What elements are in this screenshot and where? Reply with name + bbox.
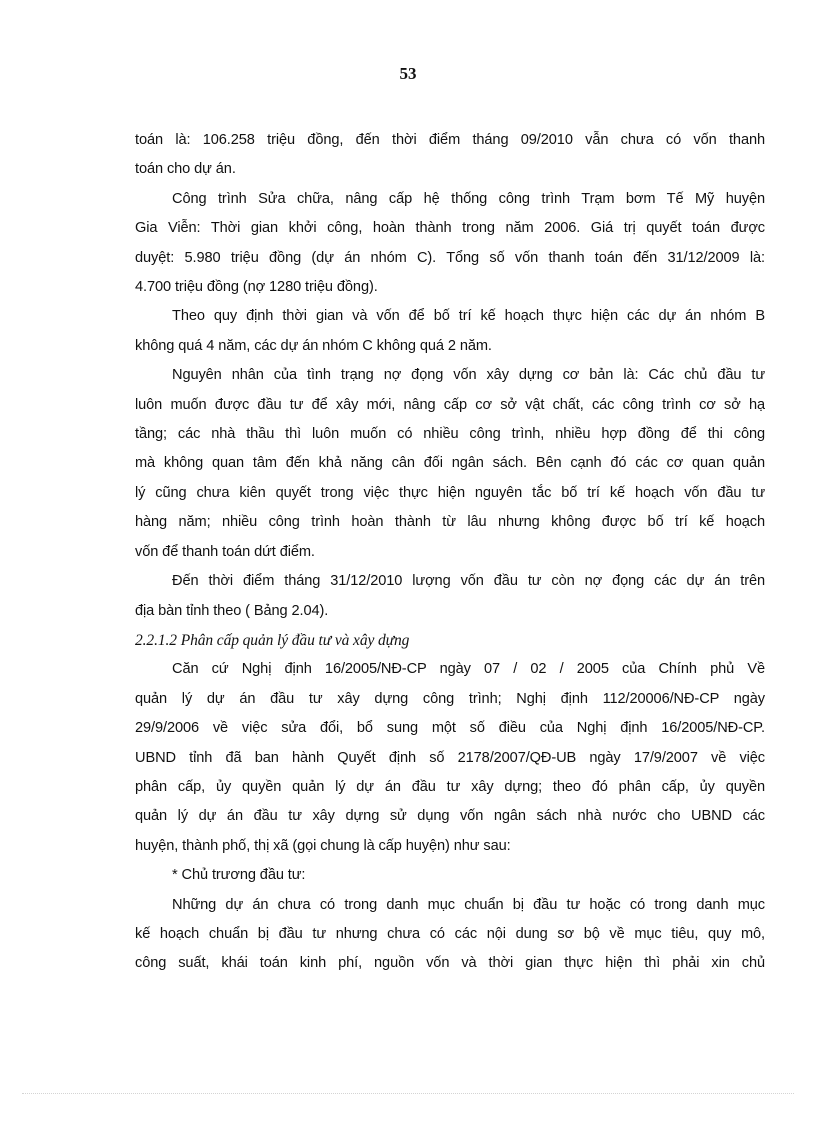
text-line: quản lý dự án đầu tư xây dựng công trình; Nghị định 112/20006/NĐ-CP ngày — [135, 690, 765, 707]
text-line: Theo quy định thời gian và vốn để bố trí kế hoạch thực hiện các dự án nhóm B — [172, 308, 765, 325]
text-line: quản lý dự án đầu tư xây dựng sử dụng vốn ngân sách nhà nước cho UBND các — [135, 808, 765, 825]
document-body — [135, 126, 765, 979]
text-line: * Chủ trương đầu tư: — [172, 867, 306, 884]
text-line: 29/9/2006 về việc sửa đổi, bổ sung một số điều của Nghị định 16/2005/NĐ-CP. — [135, 720, 765, 737]
text-line: địa bàn tỉnh theo ( Bảng 2.04). — [135, 602, 329, 619]
text-line: Những dự án chưa có trong danh mục chuẩn bị đầu tư hoặc có trong danh mục — [172, 896, 765, 913]
text-line: UBND tỉnh đã ban hành Quyết định số 2178/2007/QĐ-UB ngày 17/9/2007 về việc — [135, 749, 765, 766]
text-line: kế hoạch chuẩn bị đầu tư nhưng chưa có các nội dung sơ bộ về mục tiêu, quy mô, — [135, 925, 765, 942]
text-line: Đến thời điểm tháng 31/12/2010 lượng vốn đầu tư còn nợ đọng các dự án trên — [172, 573, 765, 590]
text-line: phân cấp, ủy quyền quản lý dự án đầu tư xây dựng; theo đó phân cấp, ủy quyền — [135, 778, 765, 795]
text-line: không quá 4 năm, các dự án nhóm C không quá 2 năm. — [135, 337, 492, 354]
text-line: mà không quan tâm đến khả năng cân đối ngân sách. Bên cạnh đó các cơ quan quản — [135, 455, 765, 472]
text-line: toán cho dự án. — [135, 161, 236, 178]
text-line: 4.700 triệu đồng (nợ 1280 triệu đồng). — [135, 279, 378, 296]
text-line: Căn cứ Nghị định 16/2005/NĐ-CP ngày 07 / 02 / 2005 của Chính phủ Về — [172, 661, 765, 678]
section-heading: 2.2.1.2 Phân cấp quản lý đầu tư và xây dựng — [135, 631, 410, 649]
text-line: hàng năm; nhiều công trình hoàn thành từ lâu nhưng không được bố trí kế hoạch — [135, 514, 765, 531]
text-line: Gia Viễn: Thời gian khởi công, hoàn thành trong năm 2006. Giá trị quyết toán được — [135, 220, 765, 237]
text-line: toán là: 106.258 triệu đồng, đến thời điểm tháng 09/2010 vẫn chưa có vốn thanh — [135, 132, 765, 148]
page-bottom-rule — [22, 1093, 794, 1094]
text-line: Nguyên nhân của tình trạng nợ đọng vốn xây dựng cơ bản là: Các chủ đầu tư — [172, 367, 765, 384]
text-line: duyệt: 5.980 triệu đồng (dự án nhóm C). Tổng số vốn thanh toán đến 31/12/2009 là: — [135, 249, 765, 266]
page-number: 53 — [399, 64, 417, 83]
text-line: Công trình Sửa chữa, nâng cấp hệ thống công trình Trạm bơm Tế Mỹ huyện — [172, 190, 765, 207]
text-line: luôn muốn được đầu tư để xây mới, nâng cấp cơ sở vật chất, các công trình cơ sở hạ — [135, 396, 765, 413]
text-line: công suất, khái toán kinh phí, nguồn vốn và thời gian thực hiện thì phải xin chủ — [135, 955, 765, 972]
text-line: vốn để thanh toán dứt điểm. — [135, 543, 315, 560]
text-line: tầng; các nhà thầu thì luôn muốn có nhiều công trình, nhiều hợp đồng để thi công — [135, 426, 765, 443]
text-line: huyện, thành phố, thị xã (gọi chung là cấp huyện) như sau: — [135, 837, 511, 854]
text-line: lý cũng chưa kiên quyết trong việc thực hiện nguyên tắc bố trí kế hoạch vốn đầu tư — [135, 484, 765, 501]
